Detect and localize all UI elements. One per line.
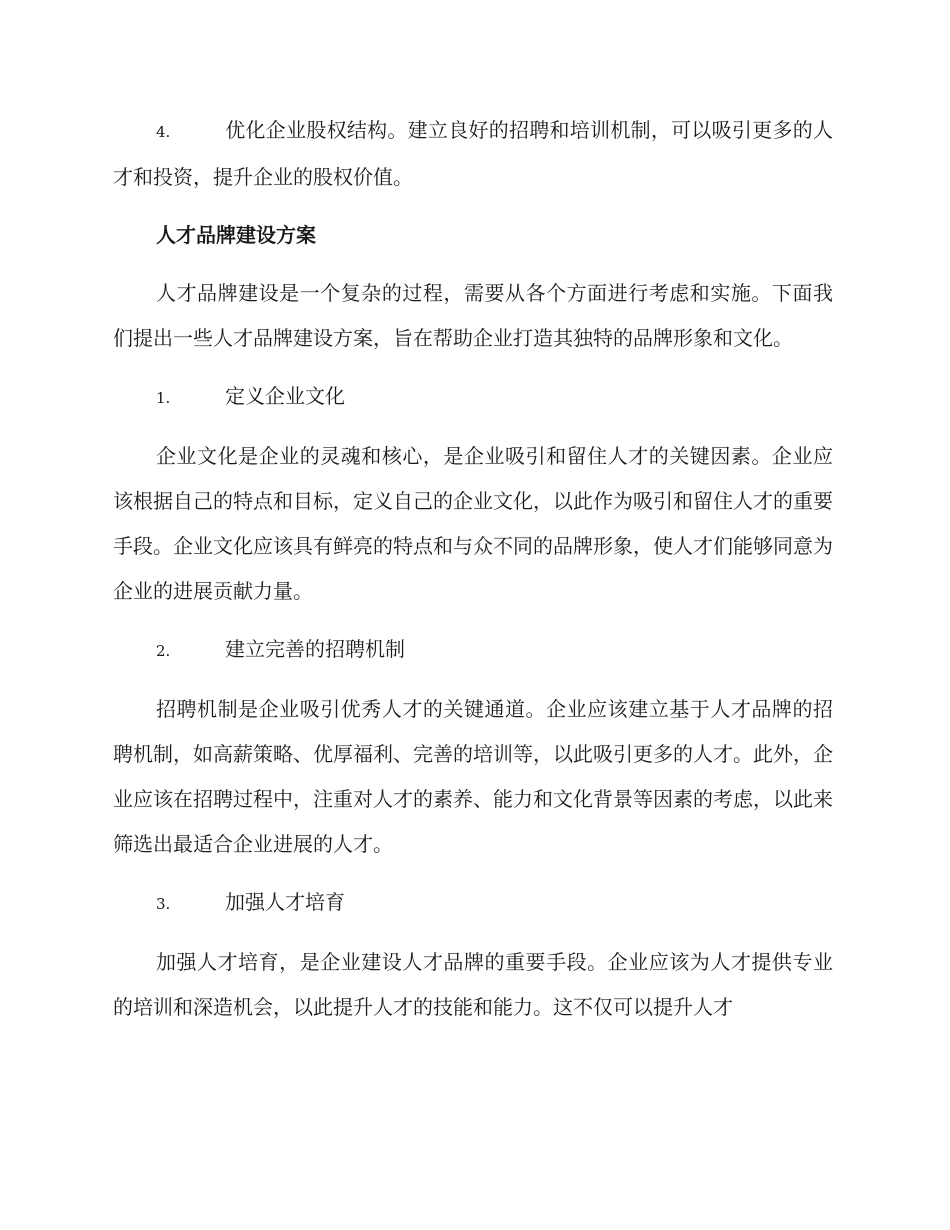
list-item-text: 定义企业文化 [225, 384, 345, 408]
list-item-text: 建立完善的招聘机制 [225, 637, 405, 661]
list-item-3 [113, 880, 833, 927]
paragraph: 加强人才培育，是企业建设人才品牌的重要手段。企业应该为人才提供专业的培训和深造机会，以此提升人才的技能和能力。这不仅可以提升人才 [113, 950, 833, 1019]
section-heading: 人才品牌建设方案 [156, 223, 316, 247]
paragraph: 招聘机制是企业吸引优秀人才的关键通道。企业应该建立基于人才品牌的招聘机制，如高薪策略、优厚福利、完善的培训等，以此吸引更多的人才。此外，企业应该在招聘过程中，注重对人才的素养、能力和文化背景等因素的考虑，以此来筛选出最适合企业进展的人才。 [113, 697, 833, 856]
list-item-text: 加强人才培育 [225, 890, 345, 914]
list-item-2 [113, 627, 833, 674]
list-number: 2. [156, 642, 171, 660]
list-number: 3. [156, 895, 171, 913]
list-number: 4. [156, 123, 171, 141]
paragraph: 企业文化是企业的灵魂和核心，是企业吸引和留住人才的关键因素。企业应该根据自己的特点和目标，定义自己的企业文化，以此作为吸引和留住人才的重要手段。企业文化应该具有鲜亮的特点和与众不同的品牌形象，使人才们能够同意为企业的进展贡献力量。 [113, 444, 833, 603]
paragraph: 人才品牌建设是一个复杂的过程，需要从各个方面进行考虑和实施。下面我们提出一些人才品牌建设方案，旨在帮助企业打造其独特的品牌形象和文化。 [113, 281, 833, 350]
list-number: 1. [156, 389, 171, 407]
list-item-text: 优化企业股权结构。建立良好的招聘和培训机制，可以吸引更多的人才和投资，提升企业的股权价值。 [113, 118, 833, 189]
document-body [113, 108, 833, 1043]
list-item-4 [113, 108, 833, 200]
list-item-1 [113, 374, 833, 421]
